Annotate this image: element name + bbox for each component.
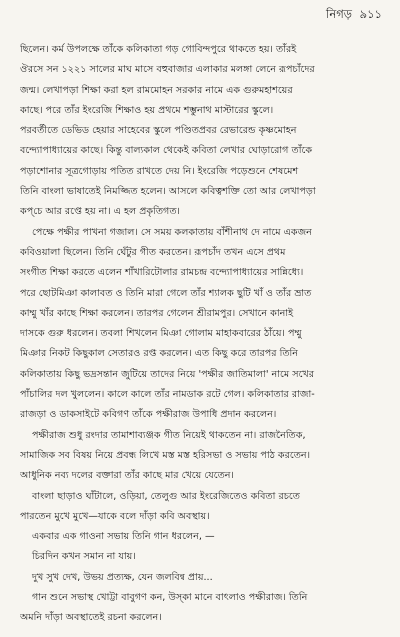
text-line: সংগীত শিক্ষা করতে এলেন শাঁখারিটোলার রামচন্দ্র বন্দ্যোপাধ্যায়ের সান্নিধ্যে। [20, 267, 304, 279]
text-line: তিনি বাংলা ভাষাতেই নিমজ্জিত হলেন। আসলে কবিত্বশক্তি তো আর লেখাপড়া [20, 186, 316, 198]
text-line: পাঁচালির দল খুললেন। কালে কালে তাঁর নামডাক রটে গেল। কলিকাতার রাজা- [20, 389, 315, 401]
page-number: ৯১১ [359, 7, 382, 21]
text-line: রাজড়া ও ডাকসাইটে কবিগণ তাঁকে পক্ষীরাজ উপাধি প্রদান করলেন। [20, 409, 277, 421]
text-line: কপ্‌চে আর রপ্তে হয় না। এ হল প্রকৃতিগত। [20, 206, 180, 218]
text-line: গান শুনে সভাস্থ খোট্টা বাবুগণ কন, উস্‌কা মানে বাৎলাও পক্ষীরাজ। তিনি [32, 592, 308, 604]
text-line: পক্ষীরাজ শুধু রংদার তামাশাব্যঞ্জক গীত নিয়েই থাকতেন না। রাজনৈতিক, [32, 429, 306, 441]
text-line: পারতেন মুখে মুখে—যাকে বলে দাঁড়া কবি অবস্থায়। [20, 510, 210, 522]
text-line: জন্ম। লেখাপড়া শিক্ষা করা হল রামমোহন সরকার নামে এক গুরুমহাশয়ের [20, 84, 293, 96]
text-line: কলিকাতায় কিছু ভদ্রসন্তান জুটিয়ে তাদের নিয়ে 'পক্ষীর জাতিমালা' নামে সখের [20, 368, 315, 380]
text-line: অমনি দাঁড়া অবস্থাতেই রচনা করলেন। [20, 612, 162, 624]
text-line: কাছে। পরে তাঁর ইংরেজি শিক্ষাও হয় প্রথমে শম্ভুনাথ মাস্টারের স্কুলে। [20, 104, 274, 116]
text-line: পরে ছোটমিঞা কালাবত ও তিনি মারা গেলে তাঁর শ্যালক ছুটি খাঁ ও তাঁর ভ্রাত [20, 287, 312, 299]
running-head [322, 6, 382, 22]
text-line: আধুনিক নব্য দলের বক্তারা তাঁর কাছে মার খেয়ে যেতেন। [20, 470, 234, 482]
text-line: পড়াশোনার সূত্রগোড়ায় পতিত রাখতে দেয় নি। ইংরেজি পড়েশুনে শেষমেশ [20, 165, 299, 177]
body-text [20, 40, 382, 629]
text-line: ঔরসে সন ১২২১ সালের মাঘ মাসে বহুবাজার এলাকার মলঙ্গা লেনে রূপচাঁদের [20, 64, 315, 76]
running-head-title: নিগড় [326, 7, 352, 21]
text-line: সামাজিক সব বিষয় নিয়ে প্রবন্ধ লিখে মস্ত মস্ত হরিসভা ও সভায় পাঠ করতেন। [20, 449, 311, 461]
text-line: কাম্মু খাঁর কাছে শিক্ষা করলেন। তারপর গেলেন শ্রীরামপুর। সেখানে কানাই [20, 307, 294, 319]
text-line: পেক্ষে পক্ষীর পাখনা গজাল। সে সময় কলকাতায় বাঁশীনাথ দে নামে একজন [32, 226, 312, 238]
text-line: মিঞার নিকট কিছুকাল সেতারও রপ্ত করলেন। এত কিছু করে তারপর তিনি [20, 348, 299, 360]
text-line: বাংলা ছাড়াও ঘাঁটালে, ওড়িয়া, তেলুগু আর ইংরেজিতেও কবিতা রচতে [32, 490, 300, 502]
text-line: কবিওয়ালা ছিলেন। তিনি ঘেঁটুর গীত করতেন। রূপচাঁদ তখন এসে প্রথম [20, 246, 286, 258]
text-line: দাসকে গুরু ধরলেন। তবলা শিখলেন মিঞা গোলাম মাহাকবারের ঠাঁয়ে। পম্মু [20, 328, 302, 340]
text-line: একবার এক গাওনা সভায় তিনি গান ধরলেন, — [32, 531, 215, 543]
text-line: পরবর্তীতে ডেভিড হেয়ার সাহেবের স্কুলে পণ্ডিতপ্রবর রেভারেন্ড কৃষ্ণমোহন [20, 125, 297, 137]
verse-line: দুখ সুখ দেখ, উভয় প্রত্যক্ষ, যেন জলবিন্ব প্রায়... [32, 571, 213, 583]
verse-line: চিরদিন কখন সমান না যায়। [32, 551, 136, 563]
text-line: বন্দ্যোপাধ্যায়ের কাছে। কিন্তু বাল্যকাল থেকেই কবিতা লেখার ঘোড়ারোগ তাঁকে [20, 145, 313, 157]
text-line: ছিলেন। কর্ম উপলক্ষে তাঁকে কলিকাতা গড় গোবিন্দপুরে থাকতে হয়। তাঁরই [20, 44, 297, 55]
